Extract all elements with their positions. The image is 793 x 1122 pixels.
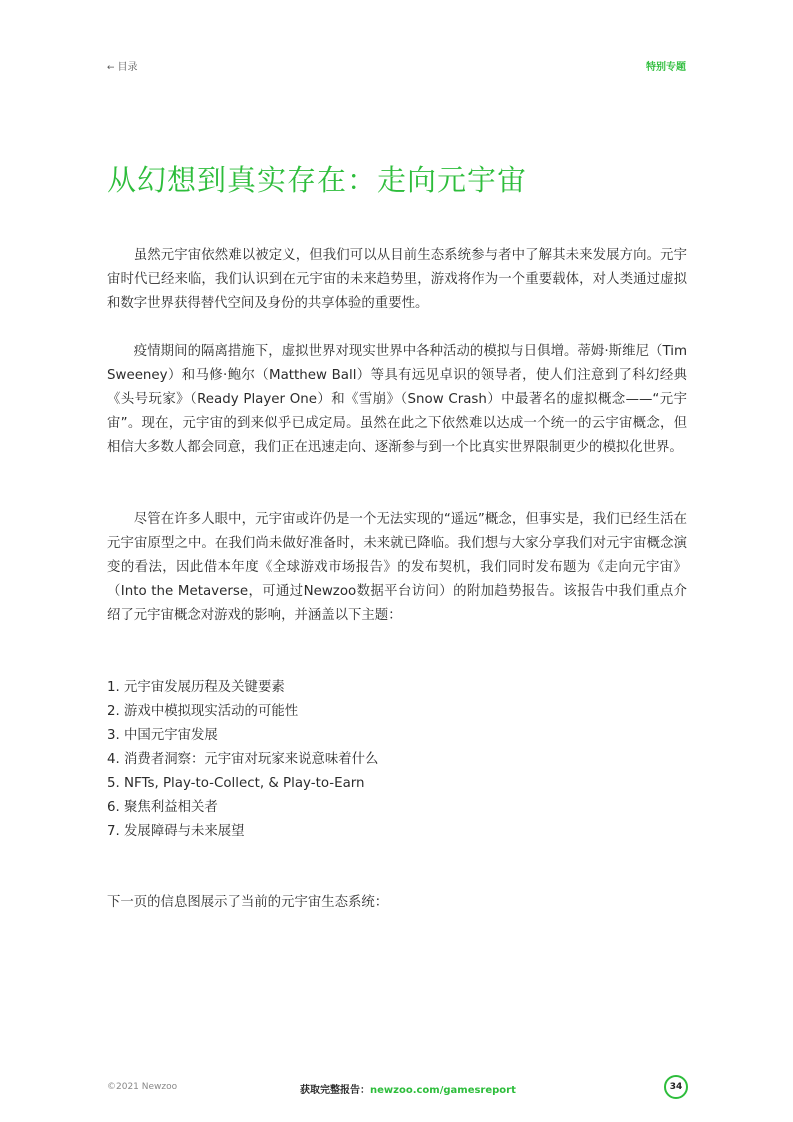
topic-item: 6. 聚焦利益相关者 bbox=[107, 800, 218, 815]
topic-item: 1. 元宇宙发展历程及关键要素 bbox=[107, 680, 285, 695]
topic-item: 4. 消费者洞察：元宇宙对玩家来说意味着什么 bbox=[107, 752, 379, 767]
topic-item: 2. 游戏中模拟现实活动的可能性 bbox=[107, 704, 299, 719]
toc-label: 目录 bbox=[117, 62, 138, 73]
report-cta bbox=[300, 1081, 516, 1096]
topic-item: 3. 中国元宇宙发展 bbox=[107, 728, 218, 743]
report-label: 获取完整报告： bbox=[300, 1085, 370, 1096]
paragraph-3: 尽管在许多人眼中，元宇宙或许仍是一个无法实现的“遥远”概念，但事实是，我们已经生活在元宇宙原型之中。在我们尚未做好准备时，未来就已降临。我们想与大家分享我们对元宇宙概念演变的看法，因此借本年度《全球游戏市场报告》的发布契机，我们同时发布题为《走向元宇宙》（Into the Metaverse，可通过Newzoo数据平台访问）的附加趋势报告。该报告中我们重点介绍了元宇宙概念对游戏的影响，并涵盖以下主题： bbox=[107, 512, 687, 623]
topic-list bbox=[107, 676, 378, 844]
report-link[interactable]: newzoo.com/gamesreport bbox=[370, 1085, 516, 1096]
closing-note: 下一页的信息图展示了当前的元宇宙生态系统： bbox=[107, 895, 389, 910]
paragraph-1: 虽然元宇宙依然难以被定义，但我们可以从目前生态系统参与者中了解其未来发展方向。元宇宙时代已经来临，我们认识到在元宇宙的未来趋势里，游戏将作为一个重要载体，对人类通过虚拟和数字世界获得替代空间及身份的共享体验的重要性。 bbox=[107, 248, 687, 311]
toc-link[interactable] bbox=[107, 58, 138, 73]
copyright: ©2021 Newzoo bbox=[107, 1082, 178, 1092]
back-arrow-icon: ← bbox=[107, 63, 115, 73]
topic-item: 5. NFTs, Play-to-Collect, & Play-to-Earn bbox=[107, 776, 365, 791]
paragraph-2: 疫情期间的隔离措施下，虚拟世界对现实世界中各种活动的模拟与日俱增。蒂姆·斯维尼（Tim Sweeney）和马修·鲍尔（Matthew Ball）等具有远见卓识的领导者，使人们注意到了科幻经典《头号玩家》（Ready Player One）和《雪崩》（Snow Crash）中最著名的虚拟概念——“元宇宙”。现在，元宇宙的到来似乎已成定局。虽然在此之下依然难以达成一个统一的云宇宙概念，但相信大多数人都会同意，我们正在迅速走向、逐渐参与到一个比真实世界限制更少的模拟化世界。 bbox=[107, 344, 687, 455]
page-number: 34 bbox=[669, 1082, 683, 1092]
page-title: 从幻想到真实存在：走向元宇宙 bbox=[107, 163, 528, 197]
section-tag: 特别专题 bbox=[646, 62, 686, 73]
topic-item: 7. 发展障碍与未来展望 bbox=[107, 824, 245, 839]
page-number-badge bbox=[664, 1075, 688, 1099]
